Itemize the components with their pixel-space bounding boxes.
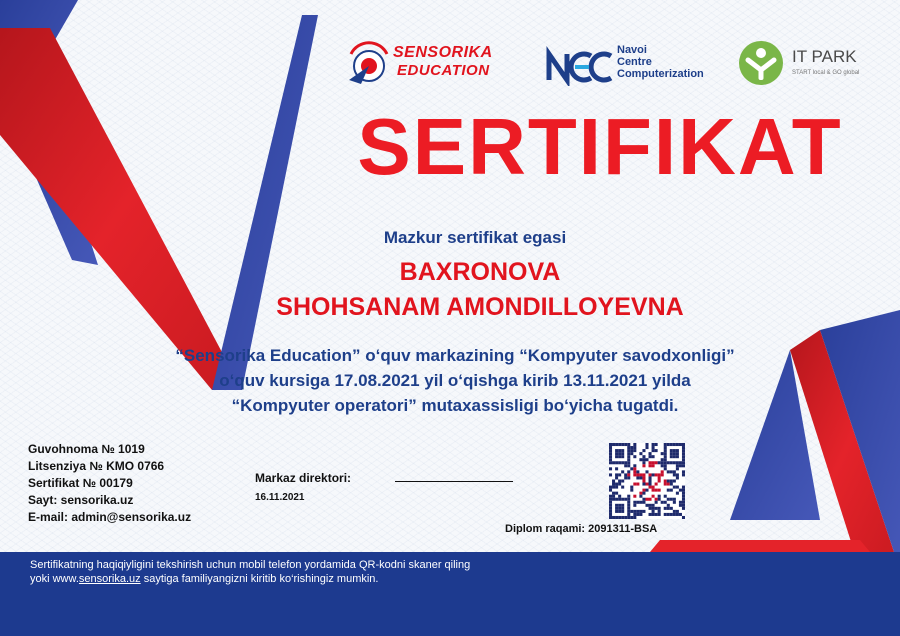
certificate-details	[28, 441, 191, 526]
ncc-logo	[545, 42, 725, 88]
itpark-emblem-icon	[738, 40, 784, 86]
ncc-logo-text	[617, 44, 704, 80]
footer-suffix: saytiga familiyangizni kiritib ko‘rishingiz mumkin.	[140, 573, 379, 585]
ribbon-red-left	[0, 28, 242, 390]
footer-text	[30, 558, 470, 586]
sensorika-logo-line2: EDUCATION	[397, 62, 490, 79]
qr-code[interactable]	[609, 443, 685, 519]
diplom-number: Diplom raqami: 2091311-BSA	[505, 523, 658, 535]
holder-surname: BAXRONOVA	[399, 258, 561, 286]
certificate-subtitle: Mazkur sertifikat egasi	[383, 228, 567, 247]
certificate-title: SERTIFIKAT	[357, 102, 843, 191]
footer-prefix: yoki www.	[30, 573, 79, 585]
signature-line	[395, 481, 513, 482]
ribbon-blue-arm	[212, 15, 318, 390]
body-line-1: “Sensorika Education” o‘quv markazining “Kompyuter savodxonligi”	[175, 346, 735, 365]
issue-date: 16.11.2021	[255, 492, 305, 503]
itpark-logo-name: IT PARK	[792, 47, 857, 66]
sertifikat-number: Sertifikat № 00179	[28, 476, 133, 490]
holder-given-names: SHOHSANAM AMONDILLOYEVNA	[276, 293, 684, 321]
itpark-logo-tagline: START local & GO global	[792, 70, 860, 76]
director-label: Markaz direktori:	[255, 471, 352, 485]
itpark-logo	[738, 40, 878, 90]
website: Sayt: sensorika.uz	[28, 493, 134, 507]
litsenziya-number: Litsenziya № KMO 0766	[28, 459, 165, 473]
sensorika-logo	[345, 40, 505, 90]
ncc-emblem-icon	[545, 46, 615, 86]
sensorika-logo-line1: SENSORIKA	[393, 44, 493, 61]
ribbon-red-bottom	[650, 540, 870, 552]
body-line-3: “Kompyuter operatori” mutaxassisligi bo‘yicha tugatdi.	[231, 396, 679, 415]
certificate-body	[60, 343, 850, 418]
body-line-2: o‘quv kursiga 17.08.2021 yil o‘qishga kirib 13.11.2021 yilda	[219, 371, 691, 390]
ncc-logo-line3: Computerization	[617, 68, 704, 80]
sensorika-emblem-icon	[345, 40, 393, 88]
footer-line-1: Sertifikatning haqiqiyligini tekshirish uchun mobil telefon yordamida QR-kodni skaner qiling	[30, 559, 471, 571]
ncc-logo-line2: Centre	[617, 56, 652, 68]
guvohnoma-number: Guvohnoma № 1019	[28, 442, 145, 456]
footer-line-2	[30, 572, 470, 586]
email: E-mail: admin@sensorika.uz	[28, 510, 192, 524]
qr-code-icon	[609, 443, 685, 519]
footer-website-link[interactable]: sensorika.uz	[78, 573, 141, 585]
ncc-logo-line1: Navoi	[617, 44, 647, 56]
